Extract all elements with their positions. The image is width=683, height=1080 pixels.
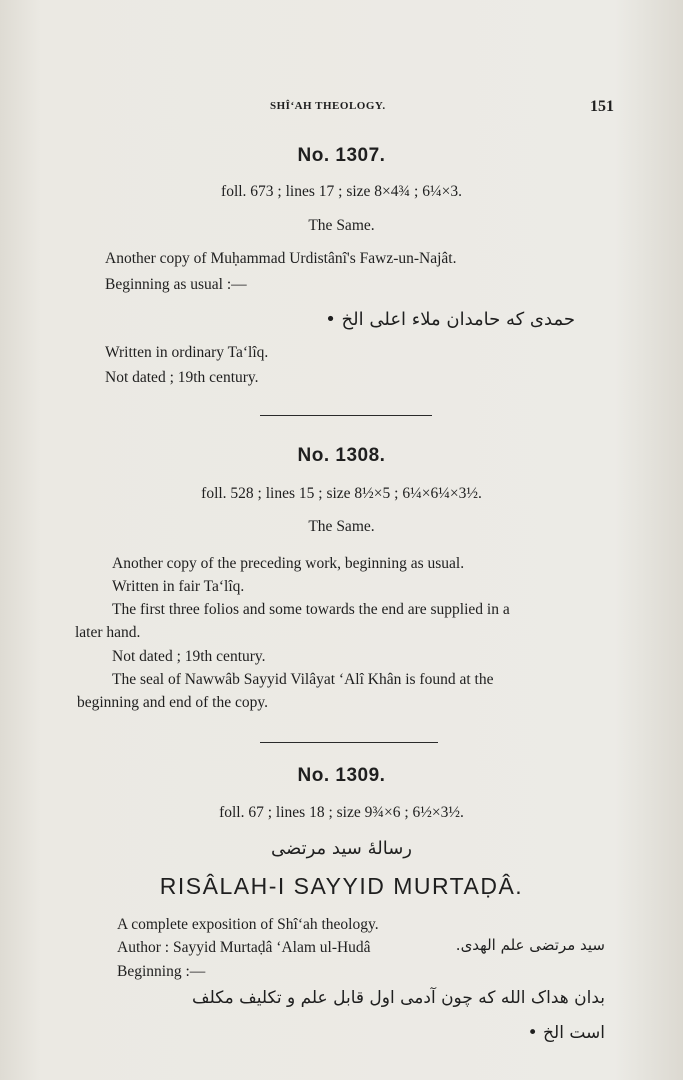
section-divider [260, 742, 438, 743]
arabic-incipit-1309-line1: بدان هداک الله که چون آدمی اول قابل علم و تکلیف مکلف [191, 988, 605, 1008]
collation-1307: foll. 673 ; lines 17 ; size 8×4¾ ; 6¼×3. [221, 183, 462, 200]
title-1307: The Same. [308, 217, 375, 234]
collation-1309: foll. 67 ; lines 18 ; size 9¾×6 ; 6½×3½. [219, 804, 464, 821]
script-note: Written in ordinary Ta‘lîq. [105, 344, 269, 361]
entry-number-1307: No. 1307. [297, 145, 386, 166]
description-line: Another copy of Muḥammad Urdistânî's Fawz-un-Najât. [105, 250, 457, 267]
work-title-1309: RISÂLAH-I SAYYID MURTAḌÂ. [159, 873, 524, 899]
date-note: Not dated ; 19th century. [112, 648, 266, 665]
description-line: later hand. [75, 624, 141, 641]
arabic-title-1309: رسالهٔ سید مرتضی [271, 838, 412, 859]
arabic-incipit-1309-line2: است الخ • [527, 1023, 605, 1043]
running-header: SHÎ‘AH THEOLOGY. [270, 100, 386, 112]
collation-1308: foll. 528 ; lines 15 ; size 8½×5 ; 6¼×6¼×3½. [201, 485, 482, 502]
author-line: Author : Sayyid Murtaḍâ ‘Alam ul-Hudâ [117, 939, 371, 956]
beginning-label: Beginning as usual :— [105, 276, 247, 293]
page-number: 151 [590, 98, 614, 115]
seal-note: beginning and end of the copy. [77, 694, 268, 711]
author-arabic: سید مرتضی علم الهدی. [455, 936, 605, 954]
arabic-incipit-1307: حمدی که حامدان ملاء اعلی الخ • [325, 309, 575, 330]
description-line: The first three folios and some towards the end are supplied in a [112, 601, 510, 618]
entry-number-1308: No. 1308. [297, 445, 386, 466]
script-note: Written in fair Ta‘lîq. [112, 578, 245, 595]
entry-number-1309: No. 1309. [297, 765, 386, 786]
seal-note: The seal of Nawwâb Sayyid Vilâyat ‘Alî Khân is found at the [112, 671, 494, 688]
description-line: A complete exposition of Shî‘ah theology. [117, 916, 379, 933]
title-1308: The Same. [308, 518, 375, 535]
date-note: Not dated ; 19th century. [105, 369, 259, 386]
beginning-label: Beginning :— [117, 963, 206, 980]
section-divider [260, 415, 432, 416]
description-line: Another copy of the preceding work, beginning as usual. [112, 555, 465, 572]
